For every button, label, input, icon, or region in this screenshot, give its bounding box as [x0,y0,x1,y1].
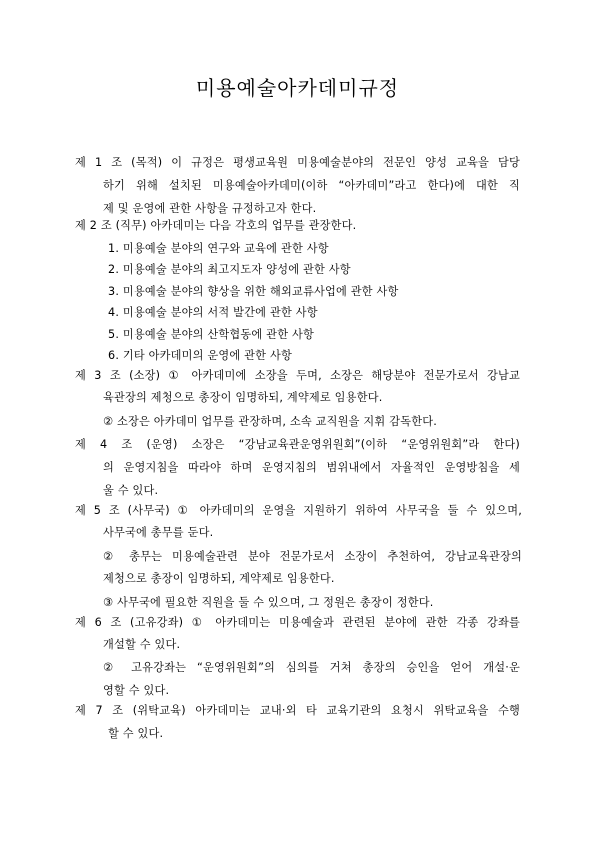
article-5-line-2: 사무국에 총무를 둔다. [103,526,214,539]
article-1-line-2: 하기 위해 설치된 미용예술아카데미(이하 “아카데미”라고 한다)에 대한 직 [103,179,520,192]
page-title: 미용예술아카데미규정 [195,76,400,100]
article-3-clause-2: ② 소장은 아카데미 업무를 관장하며, 소속 교직원을 지휘 감독한다. [103,415,437,428]
article-2-item-6: 6. 기타 아카데미의 운영에 관한 사항 [108,349,292,362]
article-2-heading: 제 2 조 (직무) 아카데미는 다음 각호의 업무를 관장한다. [75,219,357,232]
article-5-clause-2-line-1: ② 총무는 미용예술관련 분야 전문가로서 소장이 추천하여, 강남교육관장의 [103,550,522,563]
article-4-line-1: 제 4 조 (운영) 소장은 “강남교육관운영위원회”(이하 “운영위원회”라 한다) [75,438,520,451]
article-6-line-1: 제 6 조 (고유강좌) ① 아카데미는 미용예술과 관련된 분야에 관한 각종 강좌를 [75,616,520,629]
article-2-item-1: 1. 미용예술 분야의 연구와 교육에 관한 사항 [108,242,329,255]
article-5-clause-3: ③ 사무국에 필요한 직원을 둘 수 있으며, 그 정원은 총장이 정한다. [103,596,434,609]
article-7-line-2: 할 수 있다. [108,727,164,740]
article-6-line-2: 개설할 수 있다. [103,638,181,651]
article-3-line-2: 육관장의 제청으로 총장이 임명하되, 계약제로 임용한다. [103,391,383,404]
article-4-line-3: 울 수 있다. [103,484,159,497]
article-7-line-1: 제 7 조 (위탁교육) 아카데미는 교내·외 타 교육기관의 요청시 위탁교육을 수행 [75,704,520,717]
article-2-item-4: 4. 미용예술 분야의 서적 발간에 관한 사항 [108,306,318,319]
article-5-clause-2-line-2: 제청으로 총장이 임명하되, 계약제로 임용한다. [103,572,335,585]
article-1-line-1: 제 1 조 (목적) 이 규정은 평생교육원 미용예술분야의 전문인 양성 교육을 담당 [75,156,520,169]
article-2-item-3: 3. 미용예술 분야의 향상을 위한 해외교류사업에 관한 사항 [108,285,399,298]
article-2-item-2: 2. 미용예술 분야의 최고지도자 양성에 관한 사항 [108,263,351,276]
article-6-clause-2-line-2: 영할 수 있다. [103,684,170,697]
article-4-line-2: 의 운영지침을 따라야 하며 운영지침의 범위내에서 자율적인 운영방침을 세 [103,461,520,474]
article-6-clause-2-line-1: ② 고유강좌는 “운영위원회”의 심의를 거쳐 총장의 승인을 얻어 개설·운 [103,661,520,674]
article-3-line-1: 제 3 조 (소장) ① 아카데미에 소장을 두며, 소장은 해당분야 전문가로서 강남교 [75,369,520,382]
article-2-item-5: 5. 미용예술 분야의 산학협동에 관한 사항 [108,328,314,341]
article-1-line-3: 제 및 운영에 관한 사항을 규정하고자 한다. [103,202,317,215]
article-5-line-1: 제 5 조 (사무국) ① 아카데미의 운영을 지원하기 위하여 사무국을 둘 수 있으며, [75,504,522,517]
